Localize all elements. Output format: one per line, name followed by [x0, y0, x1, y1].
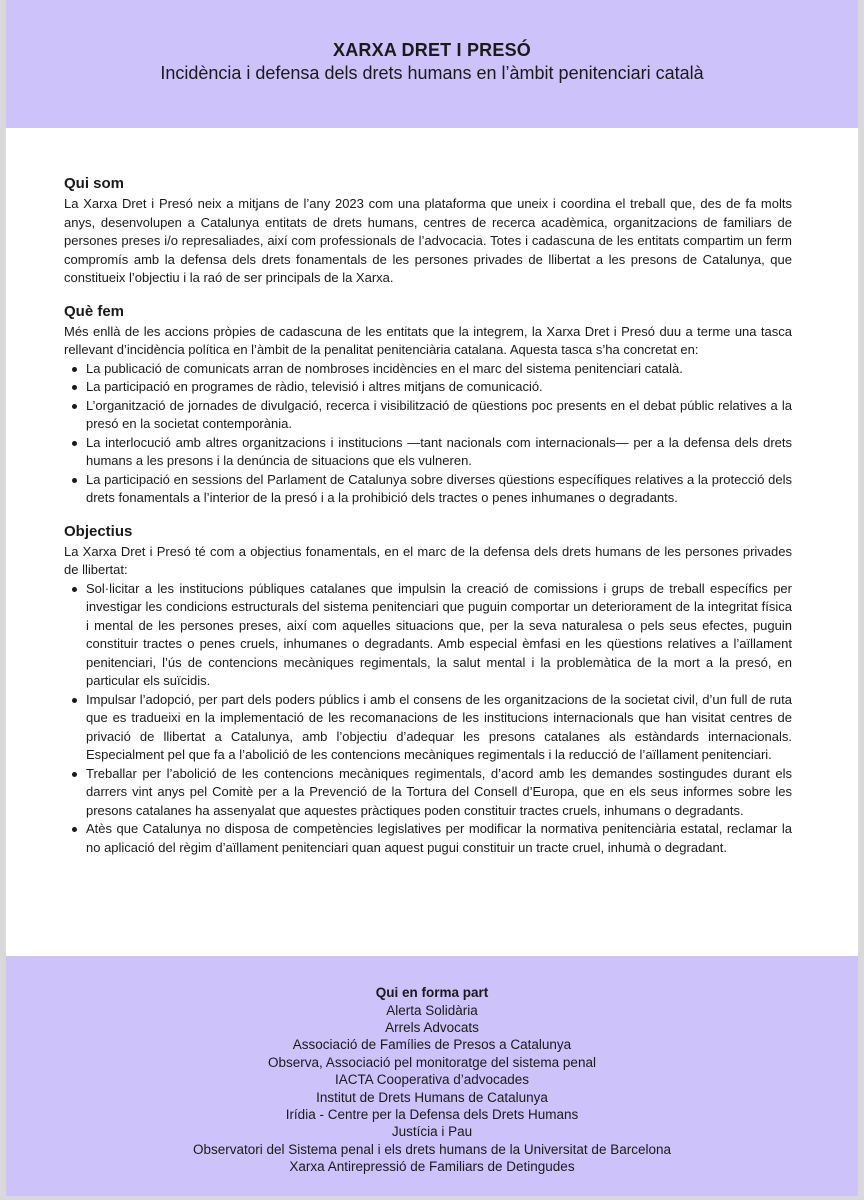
section-paragraph: La Xarxa Dret i Presó neix a mitjans de l’any 2023 com una plataforma que uneix i coordina el treball que, des de fa molts anys, desenvolupen a Catalunya entitats de drets humans, centres de recerca acadèmica, organitzacions de familiars de persones preses i/o represaliades, així com professionals de l’advocacia. Totes i cadascuna de les entitats compartim un ferm compromís amb la defensa dels drets fonamentals de les persones privades de llibertat a les presons de Catalunya, que constitueix l’objectiu i la raó de ser principals de la Xarxa.: [64, 196, 792, 285]
document-page: [6, 0, 858, 1196]
section-objectius: [64, 522, 792, 858]
document-title: XARXA DRET I PRESÓ: [333, 40, 531, 60]
member-entity: Irídia - Centre per la Defensa dels Drets Humans: [285, 1106, 579, 1122]
list-item: [86, 580, 792, 691]
member-entity: Xarxa Antirepressió de Familiars de Detingudes: [289, 1159, 575, 1175]
list-item-text: Impulsar l’adopció, per part dels poders públics i amb el consens de les organitzacions de la societat civil, d’un full de ruta que es tradueixi en la implementació de les recomanacions de les institucions internacionals que han visitat centres de privació de llibertat a Catalunya, amb l’objectiu d’adequar les presons catalanes als estàndards internacionals. Especialment pel que fa a l’abolició de les contencions mecàniques regimentals i la reducció de l’aïllament penitenciari.: [86, 691, 792, 762]
bullet-icon: [72, 478, 77, 483]
bullet-icon: [72, 827, 77, 832]
bullet-icon: [72, 385, 77, 390]
section-heading: Objectius: [64, 522, 133, 540]
section-intro: La Xarxa Dret i Presó té com a objectius fonamentals, en el marc de la defensa dels drets humans de les persones privades de llibertat:: [64, 543, 792, 577]
section-heading: Qui som: [64, 175, 125, 192]
header-band: [6, 0, 858, 128]
member-entity: IACTA Cooperativa d’advocades: [334, 1072, 530, 1088]
section-intro: Més enllà de les accions pròpies de cadascuna de les entitats que la integrem, la Xarxa Dret i Presó duu a terme una tasca rellevant d’incidència política en l’àmbit de la penalitat penitenciària catalana. Aquesta tasca s’ha concretat en:: [64, 323, 792, 357]
list-item: [86, 434, 792, 471]
section-heading: Què fem: [64, 302, 125, 320]
bullet-list: [64, 580, 792, 858]
member-entity: Institut de Drets Humans de Catalunya: [316, 1089, 548, 1105]
list-item-text: Sol·licitar a les institucions públiques catalanes que impulsin la creació de comissions i grups de treball específics per investigar les condicions estructurals del sistema penitenciari que puguin comportar un deteriorament de la integritat física i mental de les persones preses, així com aquelles situacions que, per la seva naturalesa o pels seus efectes, puguin constituir tractes o penes cruels, inhumanes o degradants. Amb especial èmfasi en les qüestions relatives a l’aïllament penitenciari, l’ús de contencions mecàniques regimentals, la salut mental i la problemàtica de la mort a la presó, en particular els suïcidis.: [86, 580, 792, 688]
footer-band: [6, 956, 858, 1196]
bullet-icon: [72, 367, 77, 372]
member-entity: Associació de Famílies de Presos a Catalunya: [292, 1037, 572, 1053]
list-item-text: La publicació de comunicats arran de nombroses incidències en el marc del sistema penitenciari català.: [86, 360, 683, 376]
list-item-text: La participació en sessions del Parlament de Catalunya sobre diverses qüestions específiques relatives a la protecció dels drets fonamentals a l’interior de la presó i a la prohibició dels tractes o penes inhumanes o degradants.: [86, 471, 792, 505]
member-entity: Observa, Associació pel monitoratge del sistema penal: [268, 1054, 596, 1070]
bullet-icon: [72, 441, 77, 446]
list-item: [86, 378, 792, 397]
list-item-text: L’organització de jornades de divulgació, recerca i visibilització de qüestions poc presents en el debat públic relatives a la presó en la societat contemporània.: [86, 397, 792, 431]
list-item-text: La participació en programes de ràdio, televisió i altres mitjans de comunicació.: [86, 379, 543, 394]
list-item-text: Atès que Catalunya no disposa de competències legislatives per modificar la normativa penitenciària estatal, reclamar la no aplicació del règim d’aïllament penitenciari quan aquest pugui constituir un tracte cruel, inhumà o degradant.: [86, 821, 792, 855]
member-entity: Justícia i Pau: [391, 1124, 473, 1140]
member-entity: Arrels Advocats: [385, 1019, 479, 1035]
bullet-icon: [72, 587, 77, 592]
document-subtitle: Incidència i defensa dels drets humans en l’àmbit penitenciari català: [160, 63, 704, 83]
list-item: [86, 360, 792, 379]
bullet-list: [64, 360, 792, 508]
list-item: [86, 691, 792, 765]
member-entity: Alerta Solidària: [386, 1002, 478, 1018]
list-item-text: Treballar per l’abolició de les contencions mecàniques regimentals, d’acord amb les demandes sostingudes durant els darrers vint anys pel Comitè per a la Prevenció de la Tortura del Consell d’Europa, que en els seus informes sobre les presons catalanes ha assenyalat que aquestes pràctiques poden constituir tractes cruels, inhumans o degradants.: [86, 765, 792, 818]
member-entity: Observatori del Sistema penal i els drets humans de la Universitat de Barcelona: [193, 1141, 671, 1157]
members-heading: Qui en forma part: [375, 985, 489, 1000]
bullet-icon: [72, 698, 77, 703]
list-item: [86, 765, 792, 821]
section-qui-som: [64, 174, 792, 288]
list-item-text: La interlocució amb altres organitzacions i institucions —tant nacionals com internacionals— per a la defensa dels drets humans a les presons i la denúncia de situacions que els vulneren.: [86, 434, 792, 468]
bullet-icon: [72, 772, 77, 777]
list-item: [86, 397, 792, 434]
main-content: [64, 174, 792, 857]
list-item: [86, 471, 792, 508]
section-que-fem: [64, 302, 792, 508]
bullet-icon: [72, 404, 77, 409]
list-item: [86, 820, 792, 857]
